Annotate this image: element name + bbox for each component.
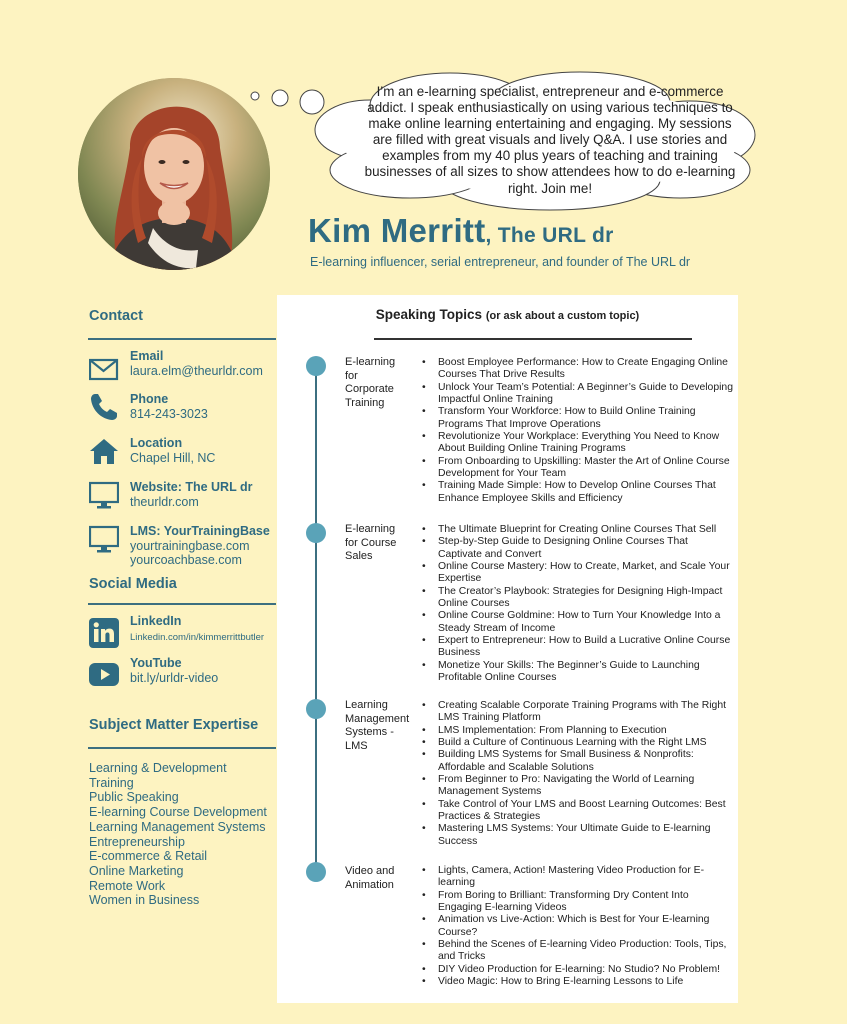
speaking-title-note: (or ask about a custom topic)	[485, 310, 640, 322]
category-label: Video and Animation	[345, 865, 395, 891]
contact-website	[89, 480, 253, 510]
topic-item: • Online Course Goldmine: How to Turn Your Knowledge Into a Steady Stream of Income	[422, 610, 734, 635]
expertise-item: E-commerce & Retail	[89, 849, 208, 864]
name-suffix: , The URL dr	[485, 224, 614, 247]
topic-item: • From Boring to Brilliant: Transforming Dry Content Into Engaging E-learning Videos	[422, 890, 734, 915]
contact-location	[89, 436, 216, 466]
topic-list	[422, 357, 734, 505]
timeline-dot	[306, 523, 326, 543]
expertise-item: E-learning Course Development	[89, 805, 267, 820]
phone-value[interactable]: 814-243-3023	[130, 406, 208, 421]
location-value: Chapel Hill, NC	[130, 450, 216, 465]
contact-heading: Contact	[89, 308, 143, 324]
expertise-item: Learning Management Systems	[89, 819, 266, 834]
topic-item: • Behind the Scenes of E-learning Video Production: Tools, Tips, and Tricks	[422, 939, 734, 964]
topic-list	[422, 700, 734, 848]
name-text: Kim Merritt	[308, 212, 486, 249]
topic-list	[422, 865, 734, 988]
topic-item: • Expert to Entrepreneur: How to Build a Lucrative Online Course Business	[422, 635, 734, 660]
timeline-dot	[306, 356, 326, 376]
social-linkedin	[89, 614, 265, 648]
category-label: Learning Management Systems - LMS	[345, 699, 410, 752]
website-label: Website: The URL dr	[130, 480, 253, 494]
topic-item: • Transform Your Workforce: How to Build Online Training Programs That Improve Operations	[422, 406, 734, 431]
topic-item: • Online Course Mastery: How to Create, Market, and Scale Your Expertise	[422, 561, 734, 586]
lms-label: LMS: YourTrainingBase	[130, 524, 270, 538]
topic-item: • Monetize Your Skills: The Beginner’s Guide to Launching Profitable Online Courses	[422, 660, 734, 685]
linkedin-icon	[89, 618, 119, 648]
portrait-illustration	[78, 78, 270, 270]
lms-link[interactable]: yourtrainingbase.com	[130, 538, 250, 553]
category-label: E-learning for Corporate Training	[345, 356, 396, 409]
topic-item: • Boost Employee Performance: How to Create Engaging Online Courses That Drive Results	[422, 357, 734, 382]
topic-item: • The Creator’s Playbook: Strategies for Designing High-Impact Online Courses	[422, 586, 734, 611]
contact-lms	[89, 524, 270, 567]
speaking-topics-panel	[277, 295, 738, 1003]
topic-item: • Animation vs Live-Action: Which is Best for Your E-learning Course?	[422, 914, 734, 939]
topic-item: • The Ultimate Blueprint for Creating Online Courses That Sell	[422, 524, 734, 536]
social-heading: Social Media	[89, 576, 177, 592]
expertise-item: Training	[89, 775, 134, 790]
contact-email	[89, 349, 263, 385]
topic-item: • Creating Scalable Corporate Training Programs with The Right LMS Training Platform	[422, 700, 734, 725]
social-youtube	[89, 656, 219, 690]
topic-item: • Take Control of Your LMS and Boost Learning Outcomes: Best Practices & Strategies	[422, 799, 734, 824]
timeline-dot	[306, 699, 326, 719]
bio-text: I’m an e-learning specialist, entrepreneur and e-commerce addict. I speak enthusiastically on using various techniques to make online learning entertaining and engaging. My sessions are filled with great visuals and lively Q&A. I use stories and examples from my 40 plus years of teaching and training businesses of all sizes to show attendees how to do e-learning right. Join me!	[364, 84, 736, 196]
profile-photo	[78, 78, 270, 270]
youtube-icon	[89, 660, 119, 690]
youtube-label: YouTube	[130, 656, 182, 670]
topic-item: • Lights, Camera, Action! Mastering Video Production for E-learning	[422, 865, 734, 890]
phone-icon	[89, 392, 119, 422]
social-divider	[88, 603, 276, 605]
expertise-divider	[88, 747, 276, 749]
topic-list	[422, 524, 734, 684]
heading-divider	[374, 338, 692, 340]
phone-label: Phone	[130, 392, 169, 406]
expertise-item: Remote Work	[89, 878, 166, 893]
expertise-item: Women in Business	[89, 893, 200, 908]
topic-item: • Build a Culture of Continuous Learning with the Right LMS	[422, 737, 734, 749]
monitor-icon	[89, 480, 119, 510]
email-value[interactable]: laura.elm@theurldr.com	[130, 363, 263, 378]
topic-item: • Mastering LMS Systems: Your Ultimate Guide to E-learning Success	[422, 823, 734, 848]
coachbase-link[interactable]: yourcoachbase.com	[130, 553, 242, 567]
expertise-item: Online Marketing	[89, 863, 184, 878]
topic-item: • LMS Implementation: From Planning to Execution	[422, 725, 734, 737]
expertise-list	[89, 761, 267, 908]
page-title	[308, 212, 614, 250]
linkedin-link[interactable]: Linkedin.com/in/kimmerrittbutler	[130, 631, 265, 643]
topic-item: • DIY Video Production for E-learning: No Studio? No Problem!	[422, 964, 734, 976]
contact-phone	[89, 392, 208, 422]
speaking-topics-heading	[277, 307, 738, 322]
email-label: Email	[130, 349, 164, 363]
expertise-heading: Subject Matter Expertise	[89, 717, 259, 733]
timeline-dot	[306, 862, 326, 882]
linkedin-label: LinkedIn	[130, 614, 182, 628]
website-link[interactable]: theurldr.com	[130, 494, 199, 509]
topic-item: • From Beginner to Pro: Navigating the World of Learning Management Systems	[422, 774, 734, 799]
youtube-link[interactable]: bit.ly/urldr-video	[130, 670, 219, 685]
monitor-icon	[89, 524, 119, 554]
house-icon	[89, 436, 119, 466]
expertise-item: Learning & Development	[89, 761, 227, 775]
bio-thought-cloud	[250, 60, 760, 220]
topic-item: • Revolutionize Your Workplace: Everything You Need to Know About Building Online Training Programs	[422, 431, 734, 456]
topic-item: • Training Made Simple: How to Develop Online Courses That Enhance Employee Skills and Efficiency	[422, 480, 734, 505]
expertise-item: Public Speaking	[89, 790, 179, 805]
topic-item: • Building LMS Systems for Small Business & Nonprofits: Affordable and Scalable Solutions	[422, 749, 734, 774]
tagline: E-learning influencer, serial entrepreneur, and founder of The URL dr	[310, 255, 691, 269]
category-label: E-learning for Course Sales	[345, 523, 397, 562]
topic-item: • Step-by-Step Guide to Designing Online Courses That Captivate and Convert	[422, 536, 734, 561]
envelope-icon	[89, 355, 119, 385]
topic-item: • From Onboarding to Upskilling: Master the Art of Online Course Development for Your Team	[422, 456, 734, 481]
topic-item: • Unlock Your Team’s Potential: A Beginner’s Guide to Developing Impactful Online Training	[422, 382, 734, 407]
contact-divider	[88, 338, 276, 340]
speaking-title: Speaking Topics	[375, 307, 483, 322]
expertise-item: Entrepreneurship	[89, 834, 185, 849]
timeline-line	[315, 365, 317, 873]
location-label: Location	[130, 436, 183, 450]
topic-item: • Video Magic: How to Bring E-learning Lessons to Life	[422, 976, 734, 988]
